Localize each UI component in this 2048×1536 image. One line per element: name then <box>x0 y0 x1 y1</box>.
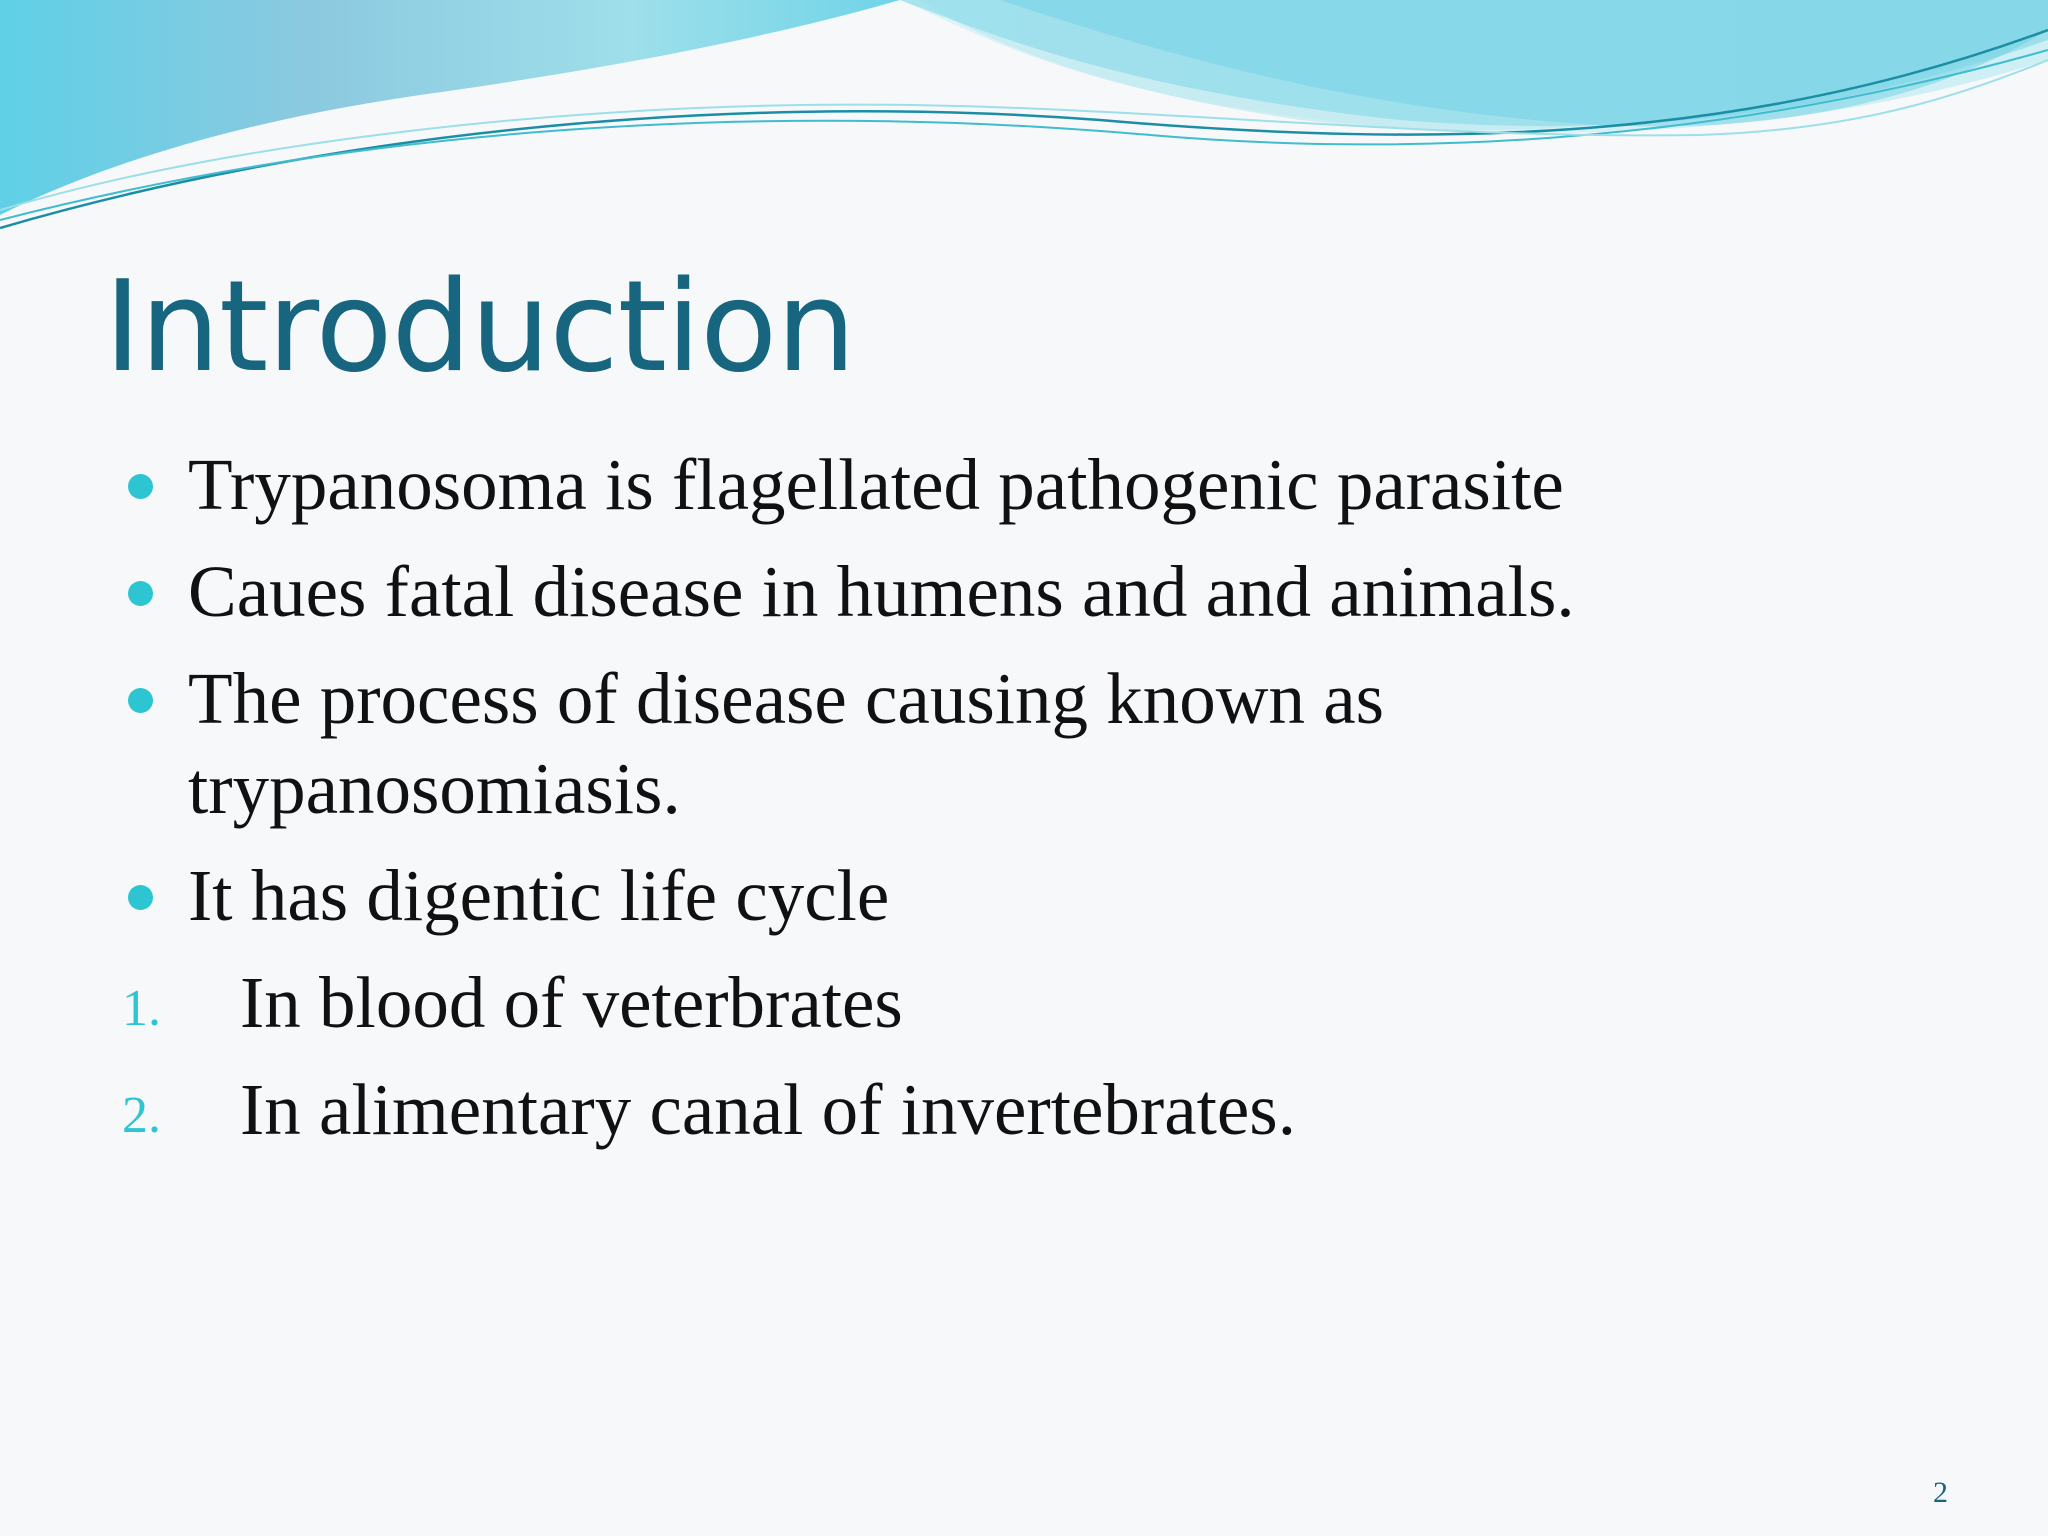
bullet-text: It has digentic life cycle <box>188 855 890 936</box>
bullet-text: The process of disease causing known as trypanosomiasis. <box>188 658 1385 829</box>
slide-body <box>122 440 1922 1172</box>
bullet-item <box>122 851 1922 941</box>
bullet-icon <box>128 581 153 606</box>
bullet-icon <box>128 474 153 499</box>
bullet-item <box>122 547 1922 637</box>
bullet-text: Trypanosoma is flagellated pathogenic parasite <box>188 444 1564 525</box>
numbered-text: In alimentary canal of invertebrates. <box>240 1069 1296 1150</box>
page-number: 2 <box>1933 1476 1948 1509</box>
bullet-text: Caues fatal disease in humens and and animals. <box>188 551 1575 632</box>
slide-title: Introduction <box>104 253 856 400</box>
bullet-icon <box>128 688 153 713</box>
numbered-item <box>122 958 1922 1048</box>
header-wave-decoration <box>0 0 2048 240</box>
bullet-item <box>122 654 1588 834</box>
bullet-item <box>122 440 1922 530</box>
bullet-icon <box>128 885 153 910</box>
list-number: 2. <box>122 1087 161 1144</box>
numbered-text: In blood of veterbrates <box>240 962 903 1043</box>
list-number: 1. <box>122 980 161 1037</box>
numbered-item <box>122 1065 1922 1155</box>
